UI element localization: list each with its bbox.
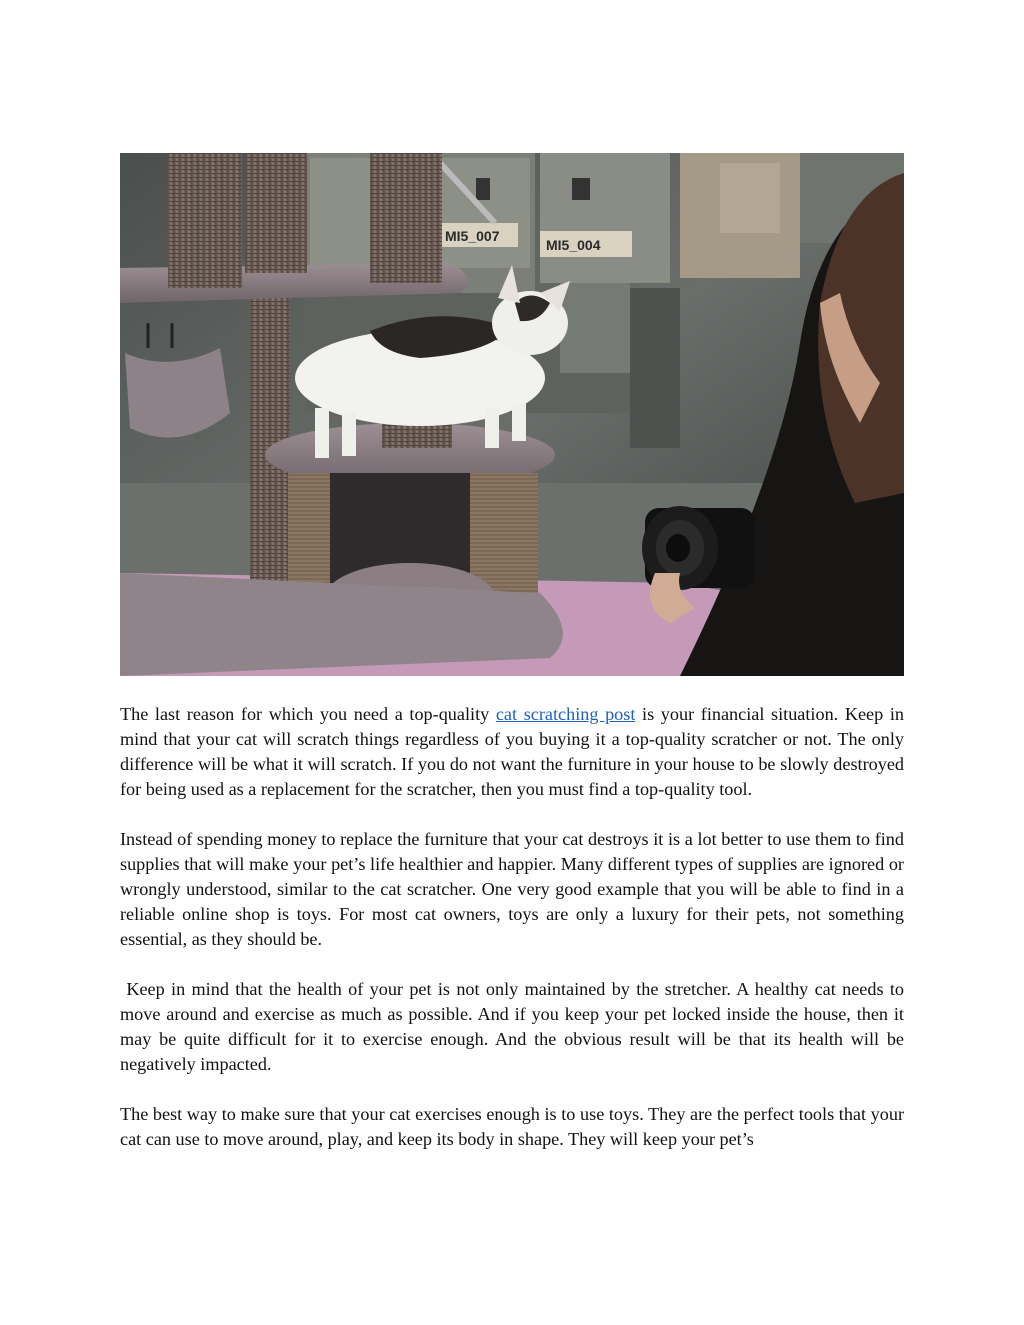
paragraph-2: Instead of spending money to replace the furniture that your cat destroys it is a lot better to use them to find supplies that will make your pet’s life healthier and happier. Many different types of supplies are ignored or wrongly understood, similar to the cat scratcher. One very good example that you will be able to find in a reliable online shop is toys. For most cat owners, toys are only a luxury for their pets, not something essential, as they should be. bbox=[120, 829, 904, 949]
paragraph-1 bbox=[120, 702, 904, 802]
cat-scratching-post-link[interactable]: cat scratching post bbox=[495, 704, 636, 724]
paragraph-4: The best way to make sure that your cat exercises enough is to use toys. They are the perfect tools that your cat can use to move around, play, and keep its body in shape. They will keep your pet’s bbox=[120, 1104, 904, 1149]
cabinet-label-2: MI5_004 bbox=[546, 237, 601, 253]
paragraph-1-start: The last reason for which you need a top-quality bbox=[120, 704, 496, 724]
cat-tree-photo bbox=[120, 153, 904, 676]
article-body bbox=[120, 702, 909, 1152]
paragraph-3: Keep in mind that the health of your pet is not only maintained by the stretcher. A healthy cat needs to move around and exercise as much as possible. And if you keep your pet locked inside the house, then it may be quite difficult for it to exercise enough. And the obvious result will be that its health will be negatively impacted. bbox=[120, 979, 909, 1074]
paragraph-1-end: is your financial situation. Keep in mind that your cat will scratch things regardless of you buying it a top-quality scratcher or not. The only difference will be what it will scratch. If you do not want the furniture in your house to be slowly destroyed for being used as a replacement for the scratcher, then you must find a top-quality tool. bbox=[120, 704, 904, 799]
cabinet-label-1: MI5_007 bbox=[445, 228, 500, 244]
